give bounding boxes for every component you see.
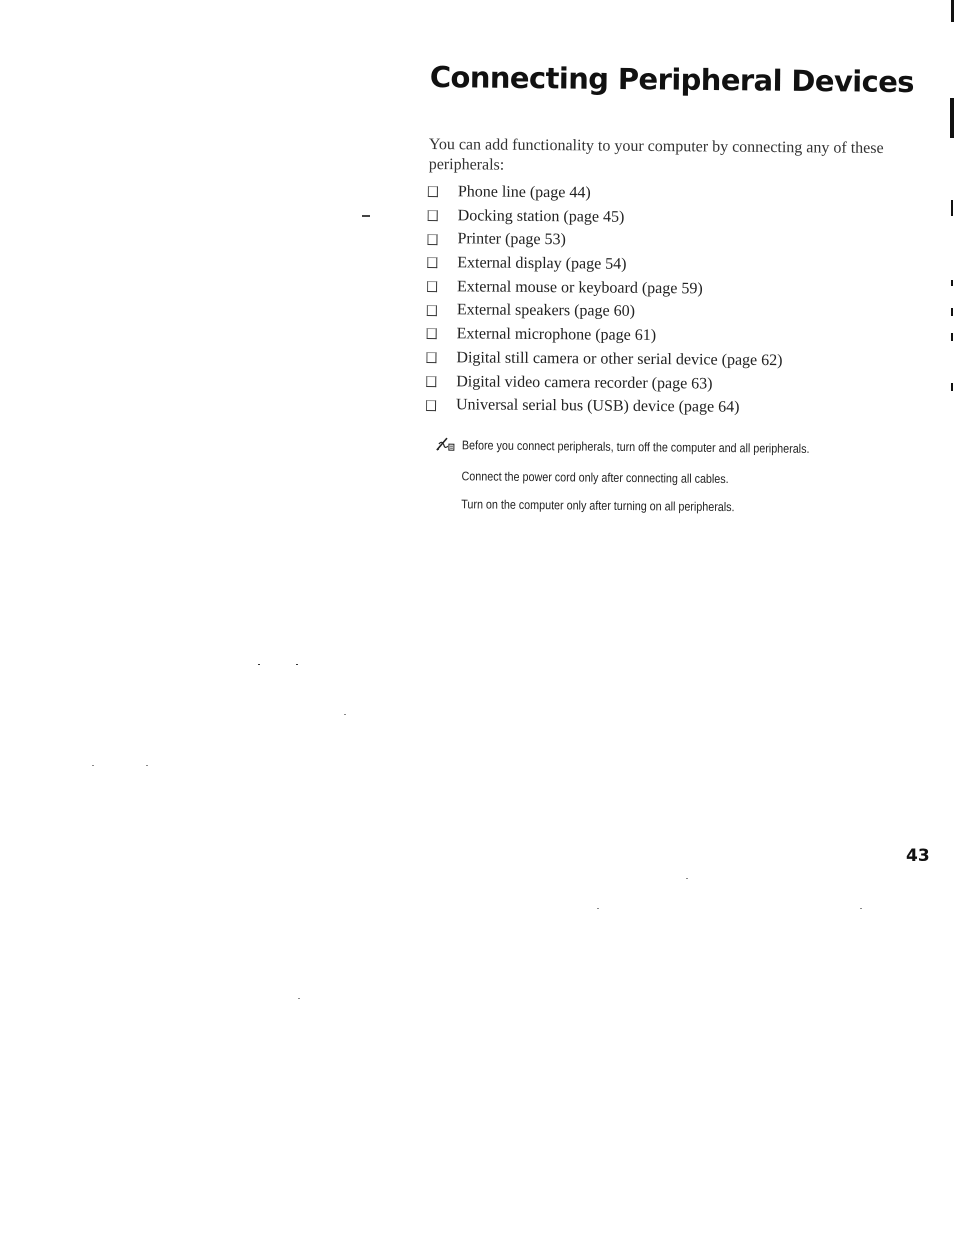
scan-edge-mark bbox=[951, 200, 953, 216]
scan-speck bbox=[298, 998, 300, 999]
list-item-label: Digital video camera recorder (page 63) bbox=[456, 372, 713, 393]
list-item-label: Digital still camera or other serial device (page 62) bbox=[456, 349, 783, 369]
scan-speck bbox=[597, 908, 599, 909]
list-item-label: Universal serial bus (USB) device (page 64) bbox=[455, 396, 740, 416]
page-title: Connecting Peripheral Devices bbox=[429, 60, 915, 100]
intro-paragraph: You can add functionality to your computer by connecting any of these peripherals: bbox=[428, 135, 884, 174]
scan-edge-mark bbox=[951, 333, 953, 341]
checkbox-bullet-icon bbox=[428, 210, 438, 221]
scan-speck bbox=[296, 664, 298, 665]
list-item bbox=[425, 204, 784, 231]
pencil-note-icon bbox=[435, 436, 455, 452]
scan-speck bbox=[344, 714, 346, 715]
checkbox-bullet-icon bbox=[427, 281, 437, 292]
list-item bbox=[423, 393, 782, 420]
checkbox-bullet-icon bbox=[427, 257, 437, 268]
list-item bbox=[424, 227, 783, 254]
scan-edge-mark bbox=[951, 280, 953, 286]
list-item bbox=[424, 251, 783, 278]
list-item-label: External speakers (page 60) bbox=[456, 301, 636, 321]
scan-speck bbox=[686, 878, 688, 879]
note-line: Turn on the computer only after turning on all peripherals. bbox=[461, 497, 735, 515]
scan-speck bbox=[92, 765, 94, 766]
scan-speck bbox=[146, 765, 148, 766]
scan-speck bbox=[258, 664, 260, 665]
list-item-label: Phone line (page 44) bbox=[457, 183, 591, 202]
list-item bbox=[424, 322, 783, 349]
checkbox-bullet-icon bbox=[427, 305, 437, 316]
checkbox-bullet-icon bbox=[427, 234, 437, 245]
list-item bbox=[425, 180, 784, 207]
list-item-label: External microphone (page 61) bbox=[456, 325, 657, 345]
list-item-label: External display (page 54) bbox=[457, 254, 627, 273]
list-item bbox=[424, 298, 783, 325]
list-item-label: Docking station (page 45) bbox=[457, 206, 625, 226]
scan-speck bbox=[362, 215, 370, 217]
note-line: Before you connect peripherals, turn off the computer and all peripherals. bbox=[461, 438, 810, 456]
scan-edge-mark bbox=[951, 383, 953, 391]
scan-edge-mark bbox=[951, 308, 953, 316]
list-item-label: External mouse or keyboard (page 59) bbox=[456, 278, 703, 298]
checkbox-bullet-icon bbox=[426, 400, 436, 411]
peripheral-list bbox=[423, 180, 784, 420]
scan-speck bbox=[860, 908, 862, 909]
checkbox-bullet-icon bbox=[426, 352, 436, 363]
page-number: 43 bbox=[906, 846, 930, 866]
checkbox-bullet-icon bbox=[426, 376, 436, 387]
list-item bbox=[423, 346, 782, 373]
list-item bbox=[424, 275, 783, 302]
list-item bbox=[423, 369, 782, 396]
list-item-label: Printer (page 53) bbox=[457, 230, 566, 249]
checkbox-bullet-icon bbox=[427, 328, 437, 339]
checkbox-bullet-icon bbox=[428, 186, 438, 197]
note-line: Connect the power cord only after connecting all cables. bbox=[461, 469, 729, 487]
scan-edge-mark bbox=[950, 98, 954, 138]
